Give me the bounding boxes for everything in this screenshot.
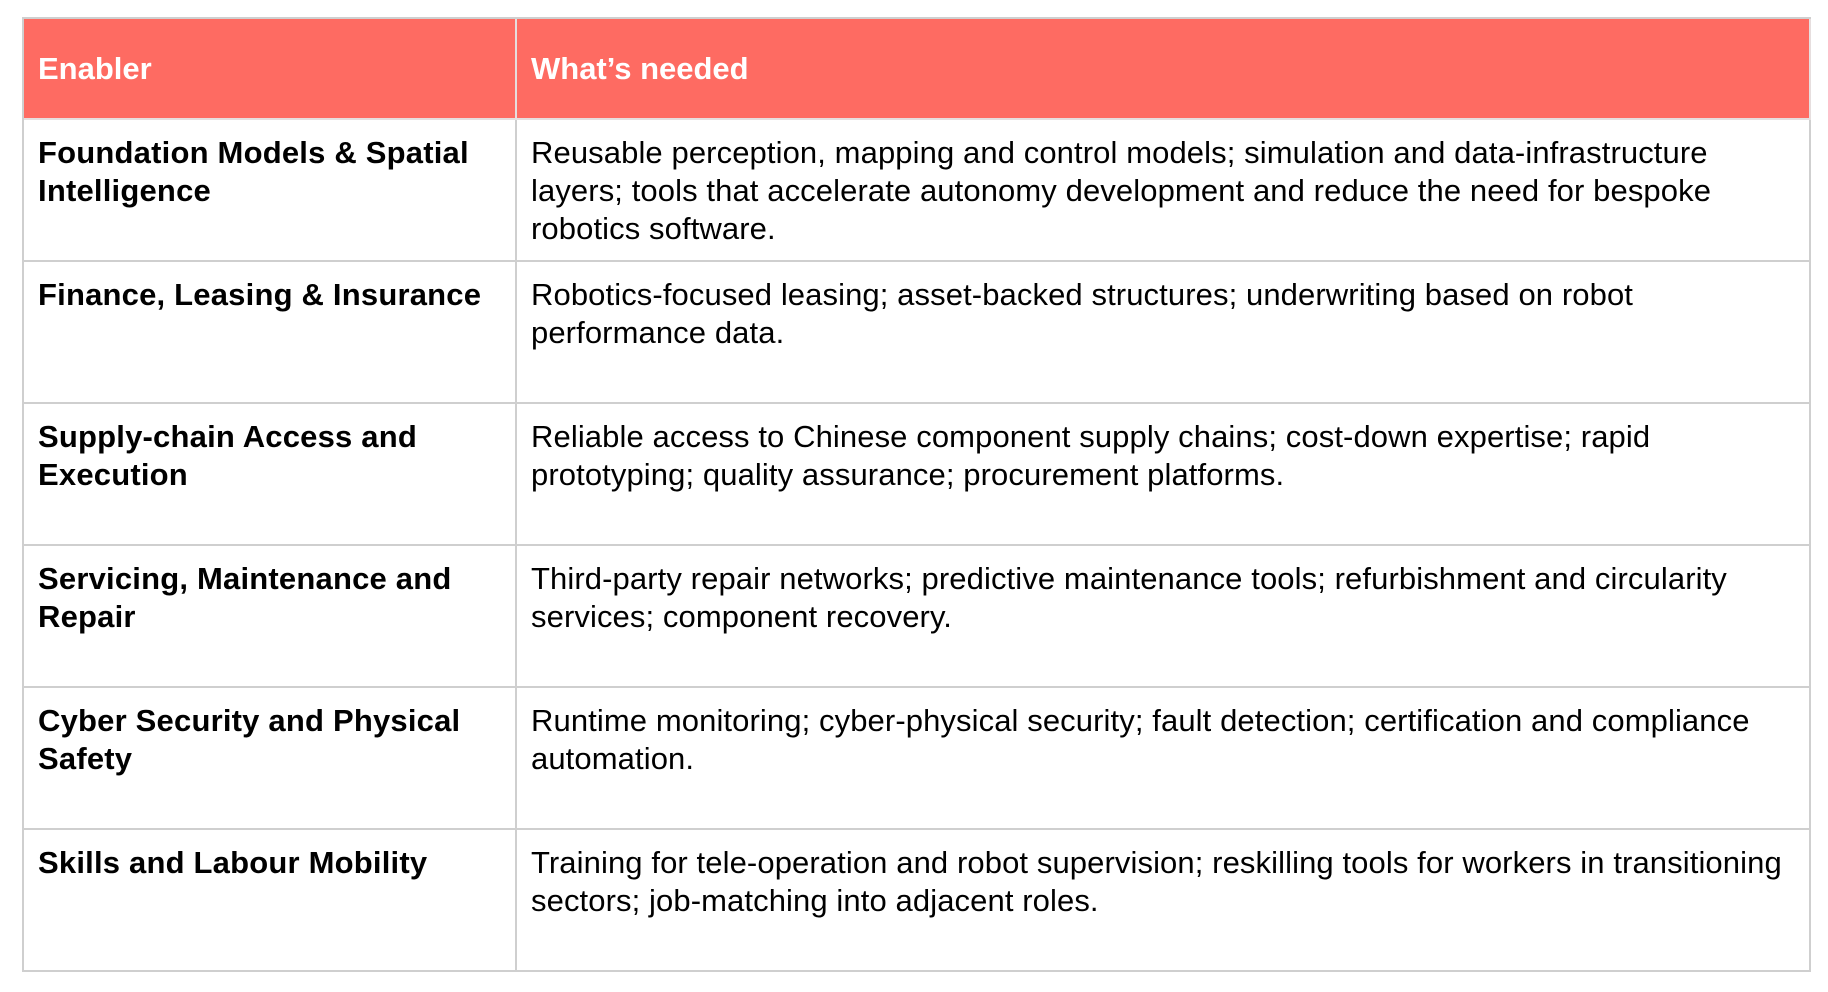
- header-enabler: Enabler: [24, 19, 517, 120]
- enabler-cell: Cyber Security and Physical Safety: [24, 688, 517, 830]
- needed-cell: Runtime monitoring; cyber-physical security; fault detection; certification and compliance automation.: [517, 688, 1811, 830]
- needed-cell: Training for tele-operation and robot supervision; reskilling tools for workers in transitioning sectors; job-matching into adjacent roles.: [517, 830, 1811, 972]
- needed-cell: Robotics-focused leasing; asset-backed structures; underwriting based on robot performance data.: [517, 262, 1811, 404]
- needed-cell: Third-party repair networks; predictive maintenance tools; refurbishment and circularity services; component recovery.: [517, 546, 1811, 688]
- enabler-cell: Skills and Labour Mobility: [24, 830, 517, 972]
- enablers-table: [22, 17, 1811, 972]
- table-row: [24, 262, 1811, 404]
- table-row: [24, 688, 1811, 830]
- needed-cell: Reusable perception, mapping and control models; simulation and data-infrastructure layers; tools that accelerate autonomy development and reduce the need for bespoke robotics software.: [517, 120, 1811, 262]
- enabler-cell: Supply-chain Access and Execution: [24, 404, 517, 546]
- table-row: [24, 546, 1811, 688]
- header-whats-needed: What’s needed: [517, 19, 1811, 120]
- enabler-cell: Foundation Models & Spatial Intelligence: [24, 120, 517, 262]
- table-header-row: [24, 19, 1811, 120]
- enabler-cell: Servicing, Maintenance and Repair: [24, 546, 517, 688]
- enabler-cell: Finance, Leasing & Insurance: [24, 262, 517, 404]
- needed-cell: Reliable access to Chinese component supply chains; cost-down expertise; rapid prototyping; quality assurance; procurement platforms.: [517, 404, 1811, 546]
- table-row: [24, 404, 1811, 546]
- table-row: [24, 120, 1811, 262]
- table-row: [24, 830, 1811, 972]
